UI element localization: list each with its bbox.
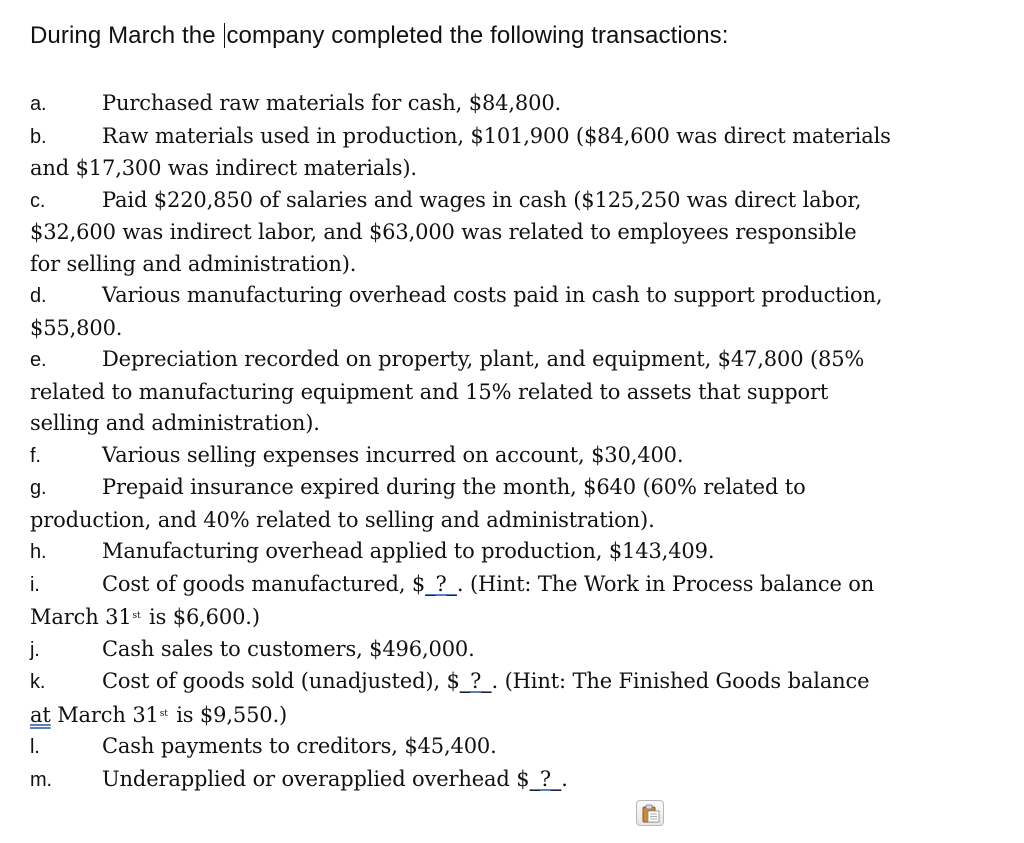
heading-text-start: During March the (30, 22, 223, 49)
item-text: Cost of goods manufactured, $ (102, 571, 426, 596)
transaction-item-f (30, 440, 1010, 473)
item-letter: a. (30, 93, 47, 115)
paste-options-button[interactable] (636, 800, 664, 826)
item-text: Cost of goods sold (unadjusted), $ (102, 669, 460, 693)
answer-blank[interactable]: _?_ (425, 571, 457, 596)
answer-blank[interactable]: _?_ (529, 766, 562, 791)
item-text: Prepaid insurance expired during the month, $640 (60% related to (102, 475, 806, 499)
transaction-item-i (30, 569, 1010, 634)
transaction-item-h (30, 536, 1010, 569)
transaction-item-d (30, 280, 1010, 344)
item-text: Depreciation recorded on property, plant, and equipment, $47,800 (85% (102, 347, 865, 371)
item-text-continued: and $17,300 was indirect materials). (30, 156, 417, 180)
item-letter: b. (30, 125, 47, 148)
transaction-item-e (30, 344, 1010, 440)
item-text-continued: at (30, 702, 51, 727)
transaction-item-g (30, 472, 1010, 536)
item-text: Underapplied or overapplied overhead $ (102, 766, 530, 791)
item-text-continued: for selling and administration). (30, 251, 357, 276)
transaction-item-a (30, 88, 1010, 121)
item-letter: e. (30, 349, 47, 371)
heading-text-end: company completed the following transactions: (226, 22, 729, 49)
page-heading (30, 22, 729, 50)
answer-blank[interactable]: _?_ (459, 669, 492, 693)
item-text: Various selling expenses incurred on account, $30,400. (102, 442, 684, 467)
item-letter: h. (30, 541, 47, 563)
item-text-continued: selling and administration). (30, 411, 320, 435)
transaction-item-j (30, 634, 1010, 667)
ordinal-suffix: st (132, 611, 141, 621)
item-text-continued: is $6,600.) (142, 605, 260, 629)
item-text-continued: related to manufacturing equipment and 15% related to assets that support (30, 379, 829, 404)
item-text-continued: March 31 (50, 702, 159, 727)
transaction-item-l (30, 731, 1010, 764)
item-text: Various manufacturing overhead costs paid in cash to support production, (102, 283, 883, 307)
item-hint-text: . (Hint: The Finished Goods balance (491, 669, 870, 693)
item-text-continued: production, and 40% related to selling and administration). (30, 507, 655, 532)
clipboard-paste-icon (642, 804, 660, 823)
item-text-continued: March 31 (30, 605, 132, 629)
item-text: Purchased raw materials for cash, $84,800. (102, 91, 562, 115)
item-letter: l. (30, 736, 40, 758)
item-text: . (561, 766, 568, 791)
item-letter: g. (30, 477, 47, 499)
transaction-item-m (30, 764, 1010, 797)
item-hint-text: . (Hint: The Work in Process balance on (456, 571, 875, 596)
item-text-continued: is $9,550.) (169, 702, 288, 727)
transaction-item-c (30, 185, 1010, 281)
item-text: Manufacturing overhead applied to production, $143,409. (102, 539, 715, 563)
item-text: Paid $220,850 of salaries and wages in cash ($125,250 was direct labor, (102, 187, 862, 212)
item-letter: j. (30, 638, 40, 661)
item-text: Cash sales to customers, $496,000. (102, 636, 475, 661)
transaction-item-b (30, 121, 1010, 185)
item-letter: d. (30, 285, 47, 307)
item-letter: i. (30, 573, 40, 596)
item-text-continued: $32,600 was indirect labor, and $63,000 was related to employees responsible (30, 220, 857, 244)
transaction-list (30, 88, 1010, 796)
transaction-item-k (30, 666, 1010, 731)
item-text: Raw materials used in production, $101,900 ($84,600 was direct materials (102, 123, 891, 148)
item-letter: m. (30, 768, 52, 791)
item-letter: k. (30, 671, 46, 693)
item-text-continued: $55,800. (30, 315, 123, 340)
item-text: Cash payments to creditors, $45,400. (102, 734, 497, 758)
item-letter: c. (30, 189, 46, 212)
item-letter: f. (30, 444, 41, 467)
ordinal-suffix: st (159, 708, 168, 719)
